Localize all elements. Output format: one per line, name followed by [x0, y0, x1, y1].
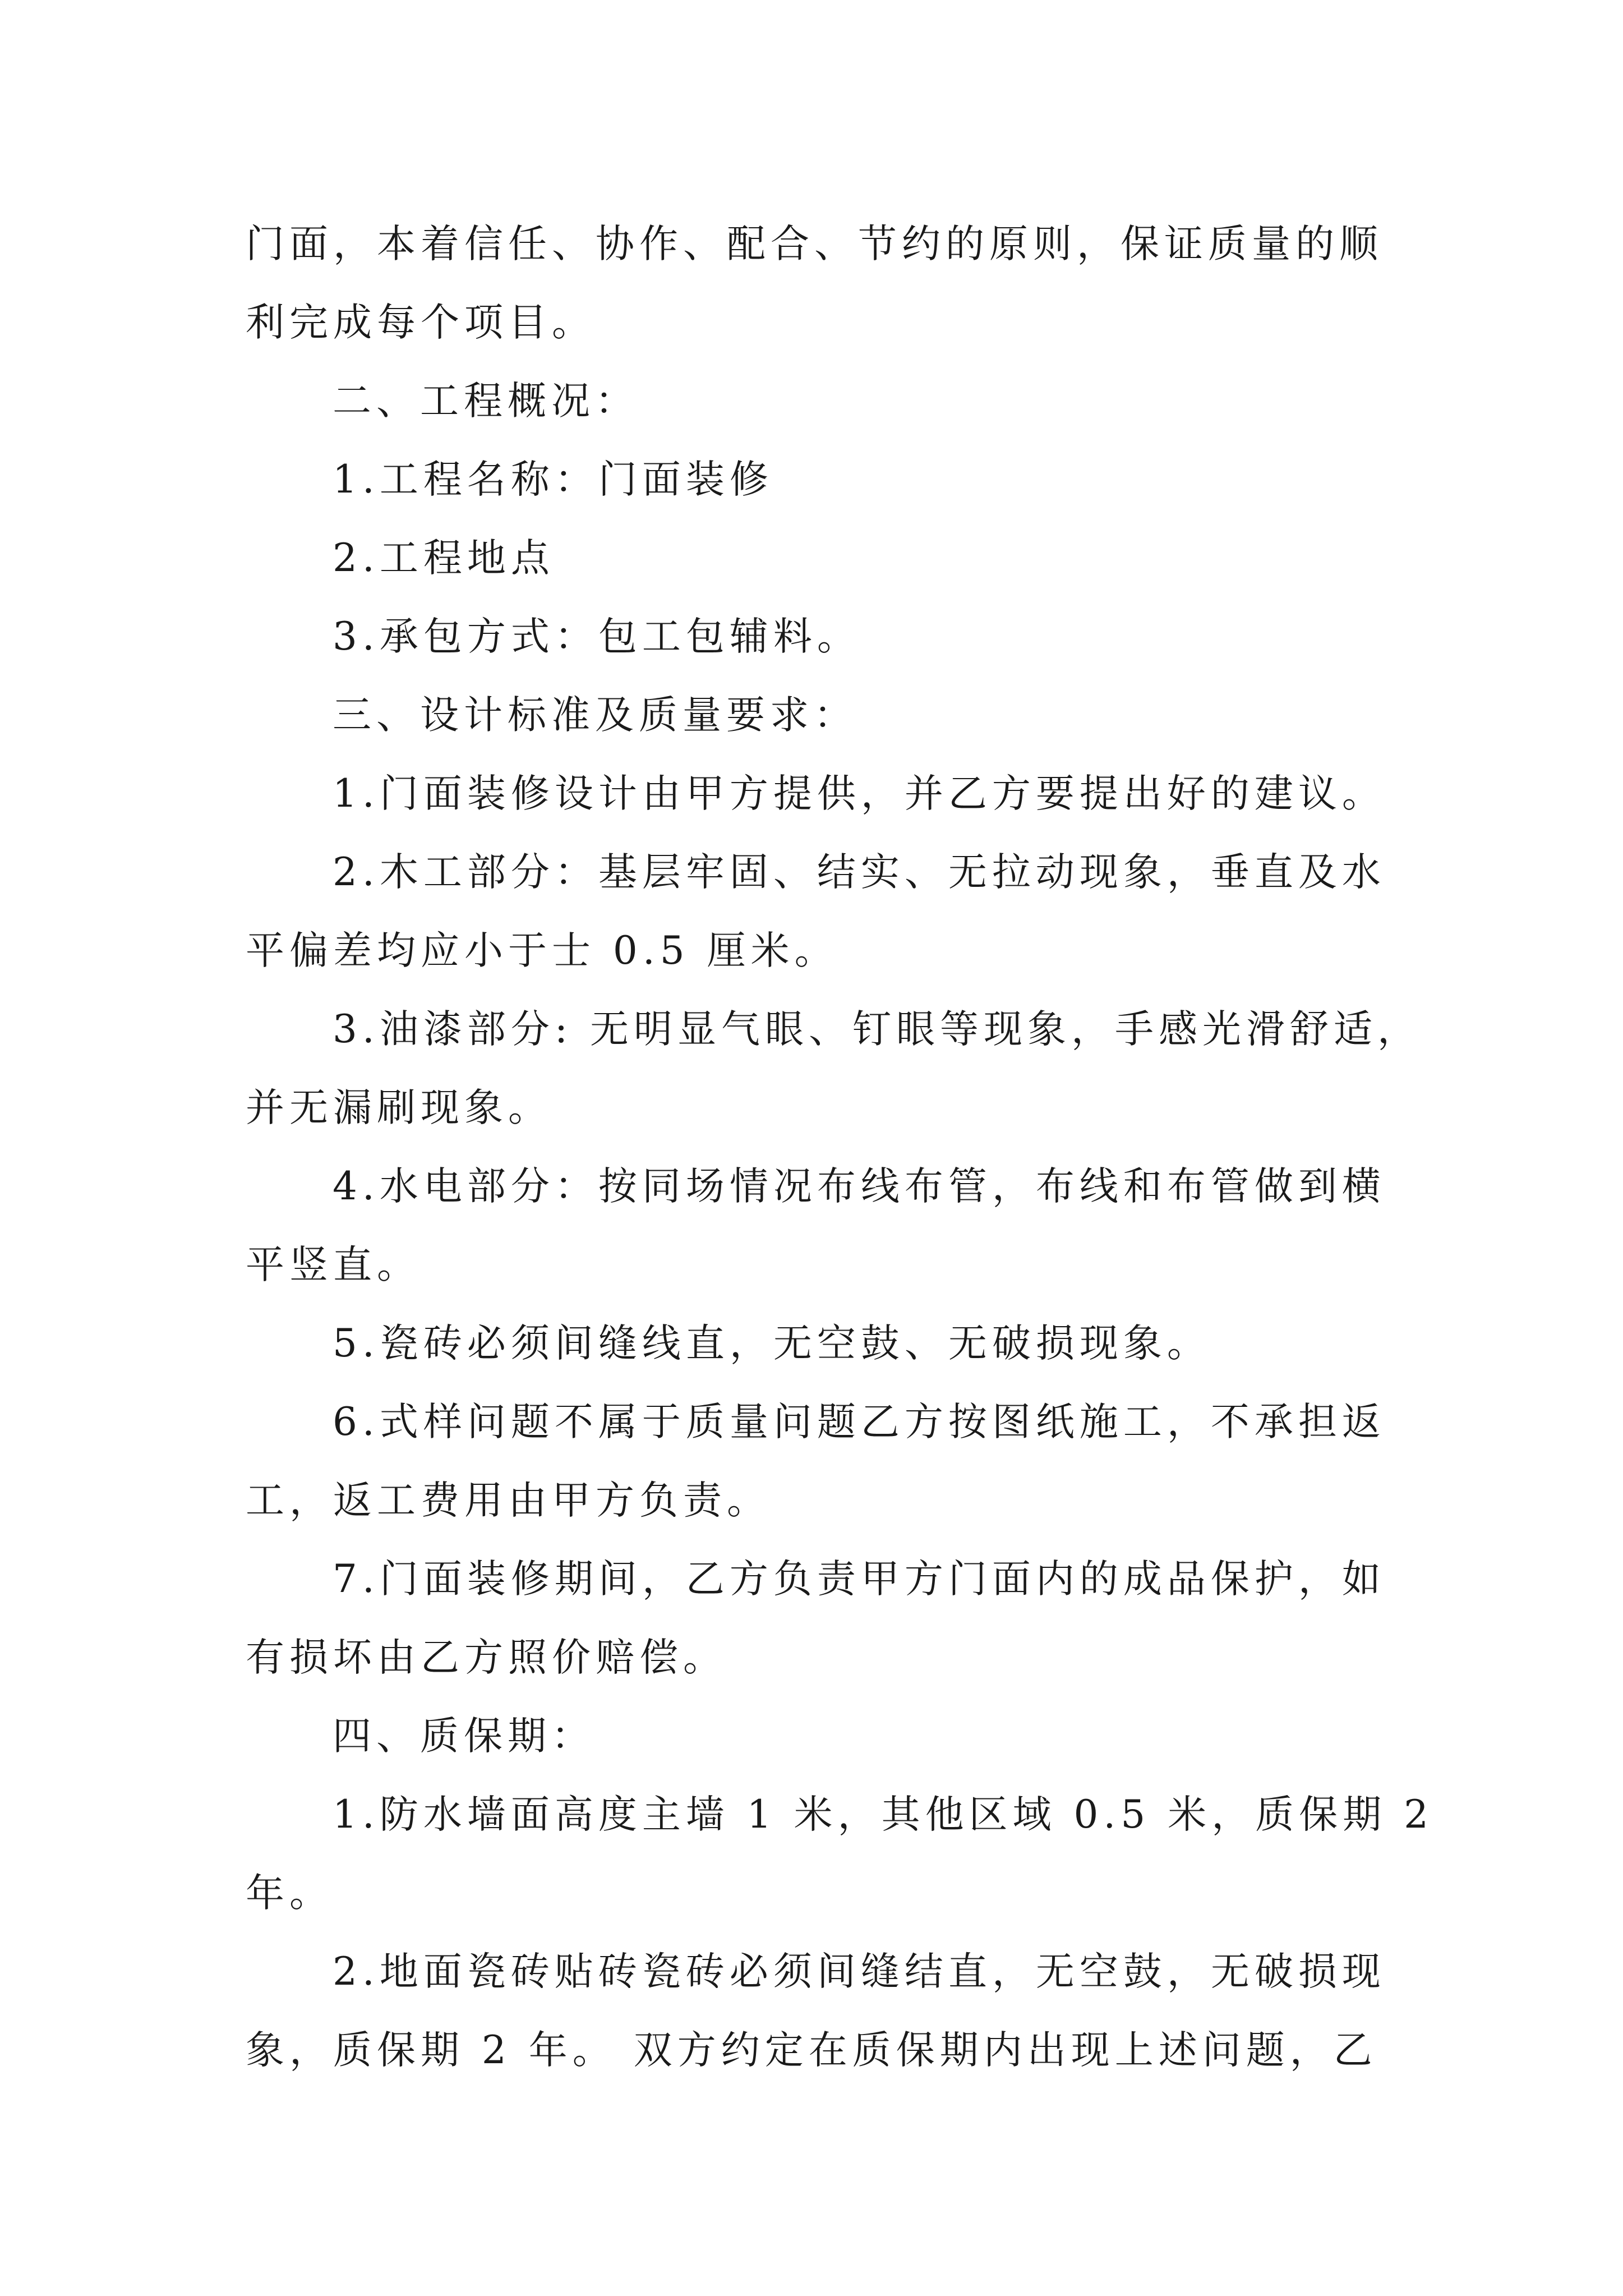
text-line: 2.工程地点	[333, 536, 555, 581]
text-line: 平偏差均应小于士 0.5 厘米。	[246, 928, 838, 973]
text-line: 平竖直。	[246, 1243, 421, 1287]
section-heading: 二、工程概况：	[333, 379, 639, 424]
text-line: 象，质保期 2 年。 双方约定在质保期内出现上述问题，乙	[246, 2028, 1377, 2073]
text-line: 2.地面瓷砖贴砖瓷砖必须间缝结直，无空鼓，无破损现	[333, 1949, 1386, 1994]
text-line: 门面，本着信任、协作、配合、节约的原则，保证质量的顺	[246, 222, 1383, 266]
text-line: 4.水电部分：按同场情况布线布管，布线和布管做到横	[333, 1164, 1386, 1209]
text-line: 7.门面装修期间，乙方负责甲方门面内的成品保护，如	[333, 1557, 1386, 1602]
text-line: 3.承包方式：包工包辅料。	[333, 614, 861, 659]
text-line: 工，返工费用由甲方负责。	[246, 1478, 771, 1523]
section-heading: 三、设计标准及质量要求：	[333, 693, 857, 738]
text-line: 3.油漆部分: 无明显气眼、钉眼等现象，手感光滑舒适，	[333, 1007, 1422, 1052]
text-line: 1.防水墙面高度主墙 1 米，其他区域 0.5 米，质保期 2	[333, 1792, 1434, 1837]
text-line: 利完成每个项目。	[246, 300, 596, 345]
text-line: 6.式样问题不属于质量问题乙方按图纸施工，不承担返	[333, 1400, 1386, 1444]
text-line: 并无漏刷现象。	[246, 1085, 552, 1130]
text-line: 1.门面装修设计由甲方提供，并乙方要提出好的建议。	[333, 771, 1386, 816]
text-line: 5.瓷砖必须间缝线直，无空鼓、无破损现象。	[333, 1321, 1211, 1366]
text-line: 1.工程名称：门面装修	[333, 457, 773, 502]
text-line: 2.木工部分：基层牢固、结实、无拉动现象，垂直及水	[333, 850, 1386, 895]
document-body	[246, 205, 1434, 2090]
section-heading: 四、质保期：	[333, 1714, 595, 1759]
text-line: 有损坏由乙方照价赔偿。	[246, 1635, 727, 1680]
text-line: 年。	[246, 1871, 333, 1916]
